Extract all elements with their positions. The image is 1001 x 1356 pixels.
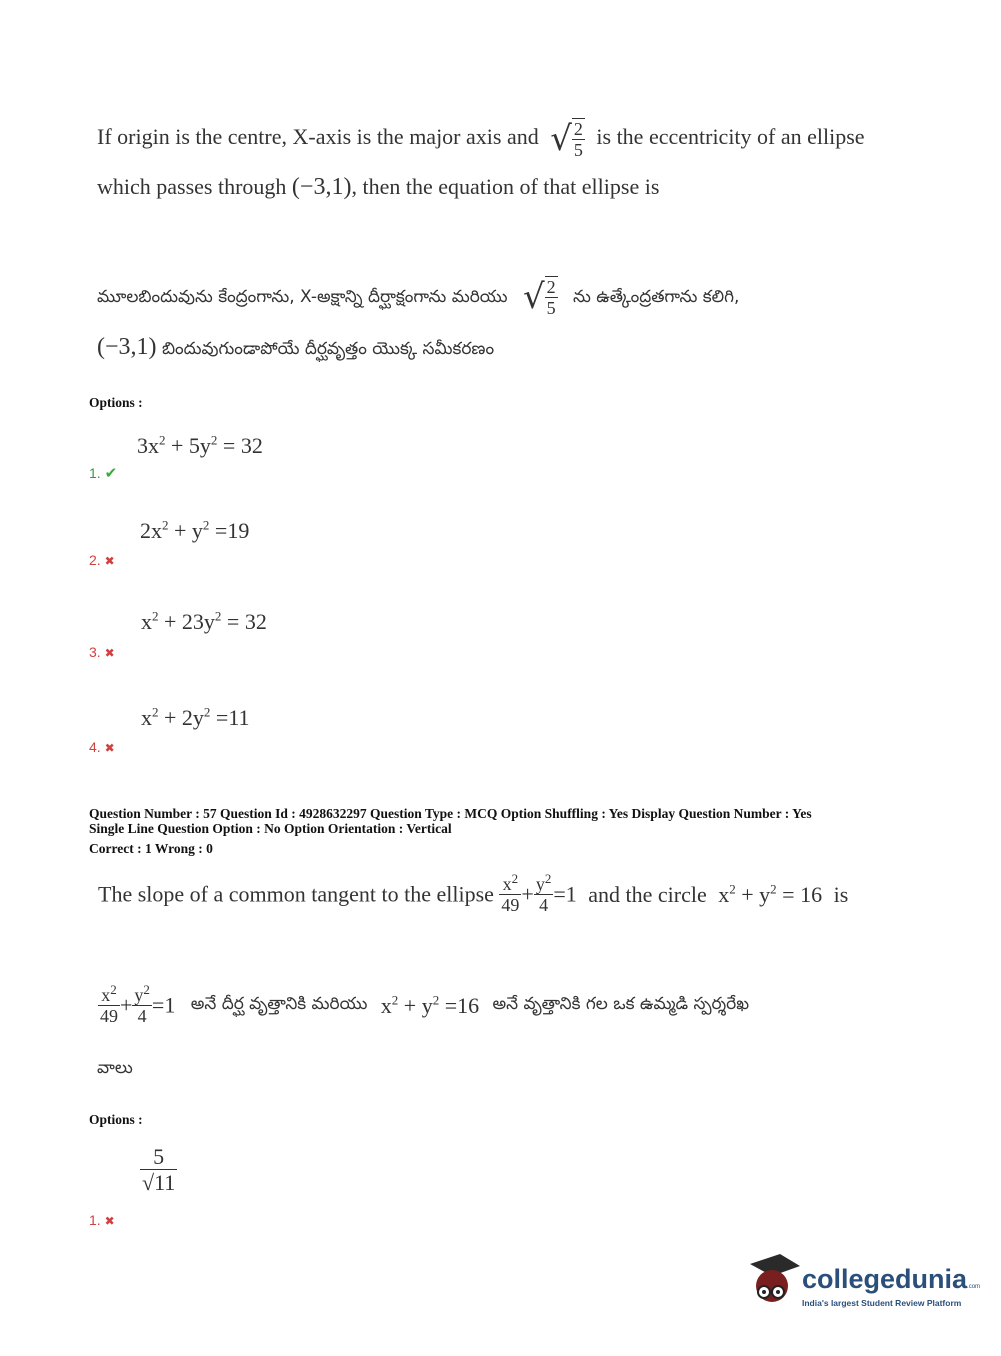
q56-option4-marker[interactable] xyxy=(89,739,115,755)
q56-te-text-a: మూలబిందువును కేంద్రంగాను, X-అక్షాన్ని దీర్ఘాక్షంగాను మరియు xyxy=(97,287,508,307)
q56-en-text-b: is the eccentricity of an ellipse xyxy=(596,124,865,150)
q57-meta-line1: Question Number : 57 Question Id : 4928632297 Question Type : MCQ Option Shuffling : Yes Display Question Number : Yes xyxy=(89,806,812,821)
cross-icon: ✖ xyxy=(104,1214,115,1228)
q56-te-text-b: ను ఉత్కేంద్రతగాను కలిగి, xyxy=(573,287,740,307)
q56-te-point: (−3,1) xyxy=(97,334,157,360)
option-number: 3. xyxy=(89,644,101,660)
logo-tagline: India's largest Student Review Platform xyxy=(802,1298,962,1308)
logo-suffix: .com xyxy=(967,1284,981,1290)
q57-option1-fraction xyxy=(140,1145,177,1196)
q56-options-label: Options : xyxy=(89,395,143,410)
q56-en-text-d: , then the equation of that ellipse is xyxy=(351,174,660,199)
sqrt-two-fifths: √ $\frac{2}{5}$ xyxy=(550,119,583,160)
sqrt-two-fifths-te: √ $\frac{2}{5}$ xyxy=(522,277,556,318)
circle-equation: $x^2 + y^2 = 16$ xyxy=(718,881,823,907)
ecc-numerator-te: 2 xyxy=(546,277,556,297)
option-number: 2. xyxy=(89,552,101,568)
option1-denominator: √11 xyxy=(142,1170,176,1195)
q56-option3-equation: $x^2 + 23y^2 = 32$ xyxy=(141,608,267,634)
mascot-icon xyxy=(742,1250,802,1310)
ecc-numerator: 2 xyxy=(573,119,583,139)
q56-telugu-line2 xyxy=(97,334,494,363)
fraction-y2-over-4: $\frac{y^2}{4}$ xyxy=(535,871,552,915)
option1-numerator: 5 xyxy=(153,1144,165,1169)
q57-te-text-a: అనే దీర్ఘ వృత్తానికి మరియు xyxy=(190,993,368,1014)
q56-option1-marker[interactable] xyxy=(89,464,117,482)
q57-telugu-line2: వాలు xyxy=(97,1058,133,1078)
q56-telugu-line1 xyxy=(97,276,739,318)
option-number: 1. xyxy=(89,1212,101,1228)
collegedunia-logo[interactable] xyxy=(742,1250,981,1320)
ecc-denominator: 5 xyxy=(573,140,583,160)
q56-option2-marker[interactable] xyxy=(89,552,115,568)
q57-telugu-line1: $\frac{x^2}{49}$ + $\frac{y^2}{4}$ =1 అనే దీర్ఘ వృత్తానికి మరియు $x^2 + y^2 =16$ అనే వృత్తానికి గల ఒక ఉమ్మడి స్పర్శరేఖ xyxy=(100,982,750,1026)
option-number: 1. xyxy=(89,465,101,481)
cross-icon: ✖ xyxy=(104,554,115,568)
q56-english-line1 xyxy=(97,118,865,160)
q56-en-text-c: which passes through xyxy=(97,174,287,199)
q56-option1-equation: $3x^2 + 5y^2 = 32$ xyxy=(137,432,263,458)
equals-one-te: =1 xyxy=(151,992,176,1018)
cross-icon: ✖ xyxy=(104,741,115,755)
logo-name: collegedunia xyxy=(802,1264,968,1294)
fraction-y2-over-4-te: $\frac{y^2}{4}$ xyxy=(134,982,150,1026)
q57-te-text-b: అనే వృత్తానికి గల ఒక ఉమ్మడి స్పర్శరేఖ xyxy=(492,993,750,1014)
q56-option2-equation: $2x^2 + y^2 =19$ xyxy=(140,517,250,543)
q56-english-line2 xyxy=(97,174,659,201)
q56-en-text-a: If origin is the centre, X-axis is the major axis and xyxy=(97,124,539,150)
q57-en-text-b: and the circle xyxy=(588,881,707,907)
option-number: 4. xyxy=(89,739,101,755)
q56-en-point: (−3,1) xyxy=(291,174,352,200)
ecc-denominator-te: 5 xyxy=(546,298,556,318)
q57-meta-line3: Correct : 1 Wrong : 0 xyxy=(89,841,213,856)
q57-options-label: Options : xyxy=(89,1112,143,1127)
q57-en-text-a: The slope of a common tangent to the ellipse xyxy=(98,881,494,907)
q56-te-text-c: బిందువుగుండాపోయే దీర్ఘవృత్తం యొక్క సమీకరణం xyxy=(161,339,495,359)
q57-meta-line2: Single Line Question Option : No Option Orientation : Vertical xyxy=(89,821,452,836)
q56-option3-marker[interactable] xyxy=(89,644,115,660)
q56-option4-equation: $x^2 + 2y^2 =11$ xyxy=(141,704,250,730)
q57-en-text-c: is xyxy=(833,881,849,907)
circle-equation-te: $x^2 + y^2 =16$ xyxy=(380,992,480,1018)
fraction-x2-over-49-te: $\frac{x^2}{49}$ xyxy=(100,982,118,1026)
check-icon: ✔ xyxy=(104,465,118,482)
q57-option1-marker[interactable] xyxy=(89,1212,115,1228)
fraction-x2-over-49: $\frac{x^2}{49}$ xyxy=(501,871,520,915)
cross-icon: ✖ xyxy=(104,646,115,660)
q57-english-line: The slope of a common tangent to the ellipse $\frac{x^2}{49}$ + $\frac{y^2}{4}$ =1 and the circle $x^2 + y^2 = 16$ is xyxy=(98,871,849,915)
equals-one: =1 xyxy=(553,881,577,907)
